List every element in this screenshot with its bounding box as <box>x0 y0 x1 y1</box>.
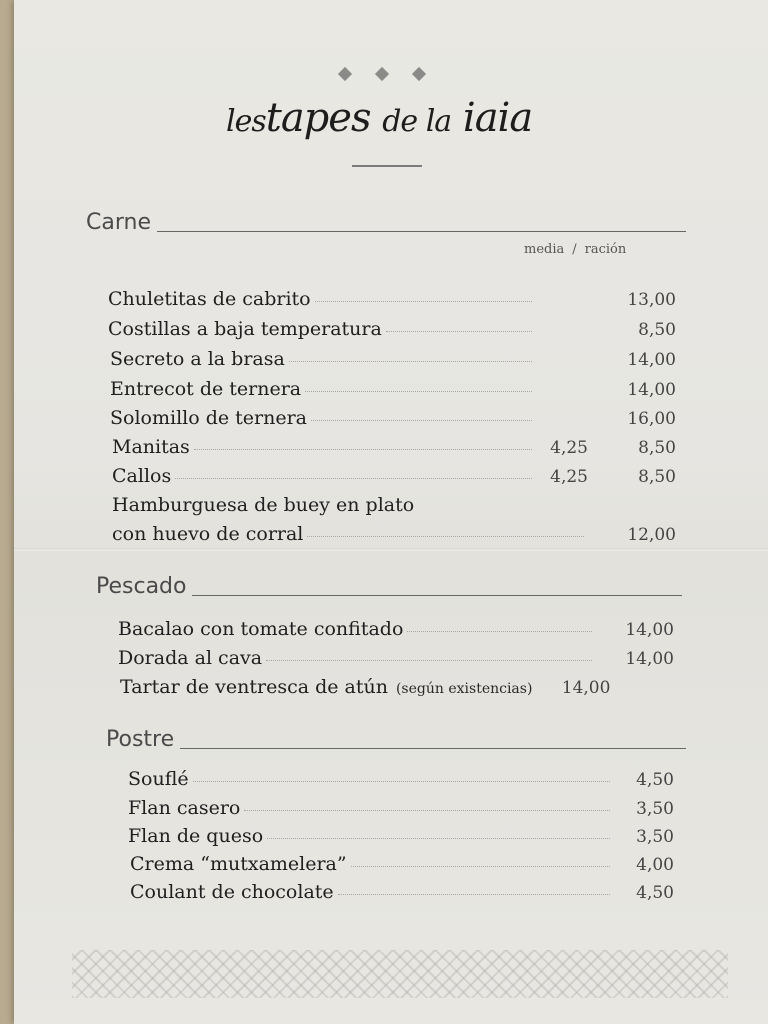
menu-item <box>130 883 674 902</box>
item-name: con huevo de corral <box>112 523 304 545</box>
diamond-ornament-icon <box>340 66 424 82</box>
item-price-racion: 8,50 <box>638 467 676 487</box>
item-price-racion: 14,00 <box>625 649 674 669</box>
item-price-racion: 16,00 <box>627 409 676 429</box>
column-racion-label: ración <box>584 242 627 257</box>
section-header-carne <box>86 212 686 234</box>
item-note: (según existencias) <box>395 681 533 697</box>
menu-item <box>110 409 676 428</box>
item-price-media: 4,25 <box>550 438 588 458</box>
menu-item <box>112 467 676 486</box>
section-title-carne: Carne <box>86 210 151 235</box>
menu-item <box>108 290 676 309</box>
item-name: Costillas a baja temperatura <box>108 318 382 340</box>
item-price-racion: 14,00 <box>561 678 611 698</box>
dot-leader <box>305 391 532 392</box>
item-name: Souflé <box>128 768 189 790</box>
item-name: Crema “mutxamelera” <box>130 853 347 875</box>
paper-fold <box>14 548 768 551</box>
dot-leader <box>407 631 592 632</box>
item-price-racion: 14,00 <box>625 620 674 640</box>
menu-item <box>112 525 676 544</box>
item-name: Secreto a la brasa <box>110 348 285 370</box>
menu-item <box>128 799 674 818</box>
dot-leader <box>267 838 610 839</box>
item-name: Callos <box>112 465 172 487</box>
item-name: Flan casero <box>128 797 241 819</box>
menu-item <box>110 380 676 399</box>
menu-item <box>118 649 674 668</box>
column-media-label: media <box>524 242 565 257</box>
item-name: Flan de queso <box>128 825 264 847</box>
menu-item <box>120 678 674 697</box>
section-title-pescado: Pescado <box>96 574 187 599</box>
item-name: Manitas <box>112 436 190 458</box>
item-price-racion: 4,00 <box>636 855 674 875</box>
column-separator: / <box>572 242 577 257</box>
dot-leader <box>307 536 584 537</box>
menu-item <box>118 620 674 639</box>
menu-item <box>112 438 676 457</box>
item-name: Coulant de chocolate <box>130 881 334 903</box>
section-header-pescado <box>96 576 682 598</box>
section-rule <box>192 595 682 596</box>
item-price-racion: 4,50 <box>636 883 674 903</box>
dot-leader <box>194 449 532 450</box>
restaurant-logo: lestapes de la iaia <box>226 95 533 141</box>
dot-leader <box>289 361 532 362</box>
menu-item <box>112 496 676 515</box>
dot-leader <box>175 478 532 479</box>
menu-item <box>108 320 676 339</box>
section-title-postre: Postre <box>106 727 175 752</box>
item-price-racion: 8,50 <box>638 438 676 458</box>
dot-leader <box>244 810 610 811</box>
item-price-racion: 3,50 <box>636 827 674 847</box>
item-price-media: 4,25 <box>550 467 588 487</box>
menu-item <box>110 350 676 369</box>
item-price-racion: 14,00 <box>627 380 676 400</box>
item-price-racion: 14,00 <box>627 350 676 370</box>
item-price-racion: 12,00 <box>627 525 676 545</box>
menu-item <box>128 827 674 846</box>
dot-leader <box>315 301 532 302</box>
section-header-postre <box>106 729 686 751</box>
dot-leader <box>386 331 532 332</box>
dot-leader <box>351 866 610 867</box>
item-name: Hamburguesa de buey en plato <box>112 494 415 516</box>
logo-underline <box>352 165 422 167</box>
item-price-racion: 13,00 <box>627 290 676 310</box>
item-name: Bacalao con tomate confitado <box>118 618 404 640</box>
item-name: Dorada al cava <box>118 647 263 669</box>
menu-item <box>128 770 674 789</box>
item-price-racion: 8,50 <box>638 320 676 340</box>
item-name: Solomillo de ternera <box>110 407 307 429</box>
dot-leader <box>266 660 592 661</box>
dot-leader <box>311 420 532 421</box>
item-name: Chuletitas de cabrito <box>108 288 311 310</box>
item-price-racion: 3,50 <box>636 799 674 819</box>
item-name: Entrecot de ternera <box>110 378 302 400</box>
section-rule <box>180 748 686 749</box>
item-price-racion: 4,50 <box>636 770 674 790</box>
dot-leader <box>338 894 610 895</box>
dot-leader <box>193 781 610 782</box>
menu-item <box>130 855 674 874</box>
decorative-pattern-border <box>72 950 728 998</box>
price-column-headers <box>524 242 684 257</box>
item-name: Tartar de ventresca de atún <box>120 676 388 698</box>
section-rule <box>157 231 686 232</box>
